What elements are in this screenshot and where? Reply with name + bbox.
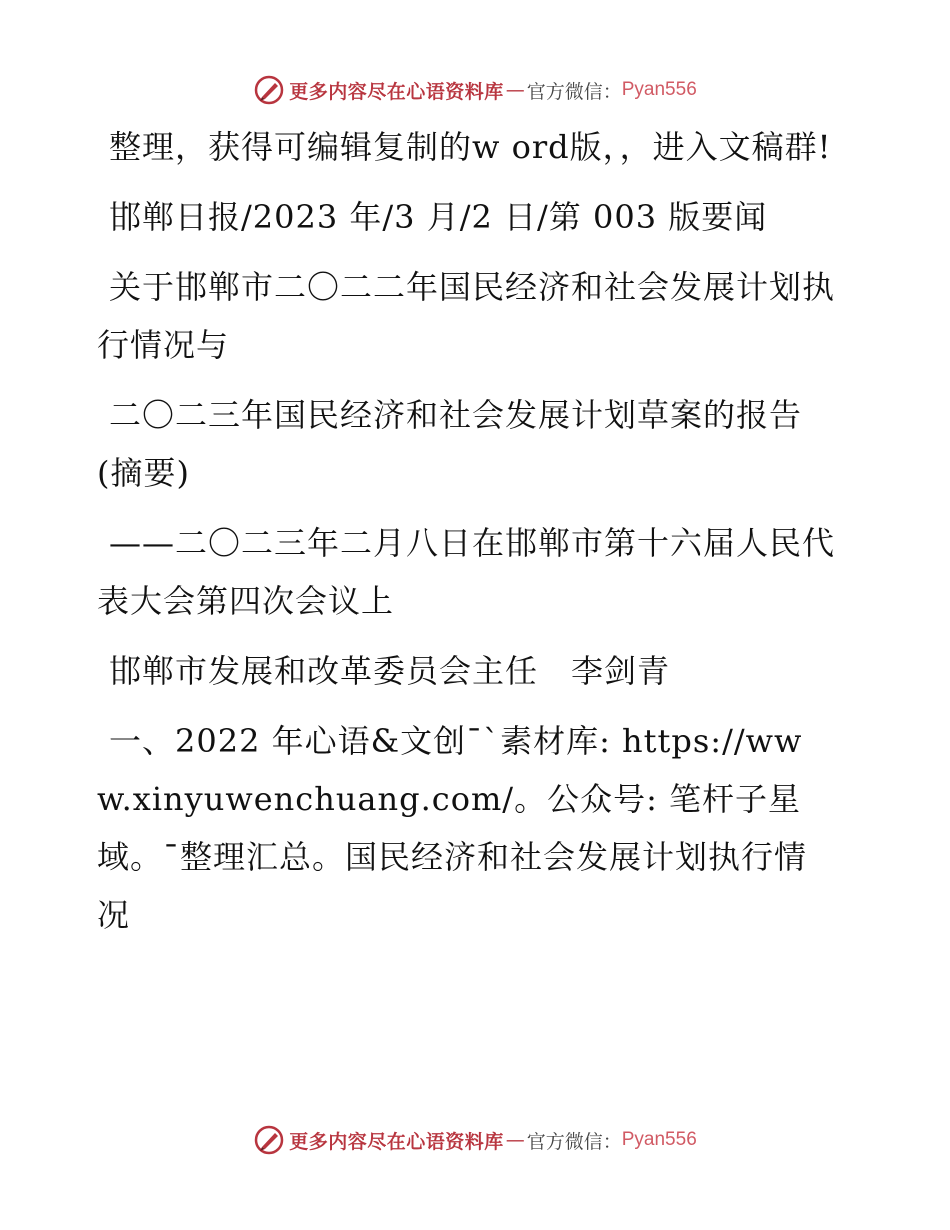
pen-logo-icon bbox=[253, 74, 285, 106]
footer-banner bbox=[0, 1120, 950, 1160]
paragraph-subtitle: ——二〇二三年二月八日在邯郸市第十六届人民代表大会第四次会议上 bbox=[97, 524, 836, 620]
banner-text: 更多内容尽在心语资料库 bbox=[289, 1130, 504, 1153]
document-body bbox=[97, 118, 837, 956]
banner-wechat-id: Pyan556 bbox=[621, 79, 697, 100]
banner-wechat-id: Pyan556 bbox=[621, 1129, 697, 1150]
banner-official-label: 官方微信： bbox=[526, 80, 622, 103]
banner-official-label: 官方微信： bbox=[526, 1130, 622, 1153]
paragraph-title-line1: 关于邯郸市二〇二二年国民经济和社会发展计划执行情况与 bbox=[97, 268, 836, 364]
paragraph-author: 邯郸市发展和改革委员会主任 李剑青 bbox=[109, 652, 671, 690]
pen-logo-icon bbox=[253, 1124, 285, 1156]
paragraph-title-line2: 二〇二三年国民经济和社会发展计划草案的报告(摘要) bbox=[97, 396, 803, 492]
paragraph-intro: 整理，获得可编辑复制的w ord版，，进入文稿群! bbox=[109, 128, 832, 166]
header-banner bbox=[0, 70, 950, 110]
paragraph-section-one: 一、2022 年心语&文创¯`素材库: https://www.xinyuwenchuang.com/。公众号: 笔杆子星域。¯整理汇总。国民经济和社会发展计划执行情况 bbox=[97, 722, 808, 934]
banner-dash: — bbox=[505, 1129, 525, 1151]
banner-dash: — bbox=[505, 79, 525, 101]
banner-text: 更多内容尽在心语资料库 bbox=[289, 80, 504, 103]
paragraph-source: 邯郸日报/2023 年/3 月/2 日/第 003 版要闻 bbox=[109, 198, 768, 236]
